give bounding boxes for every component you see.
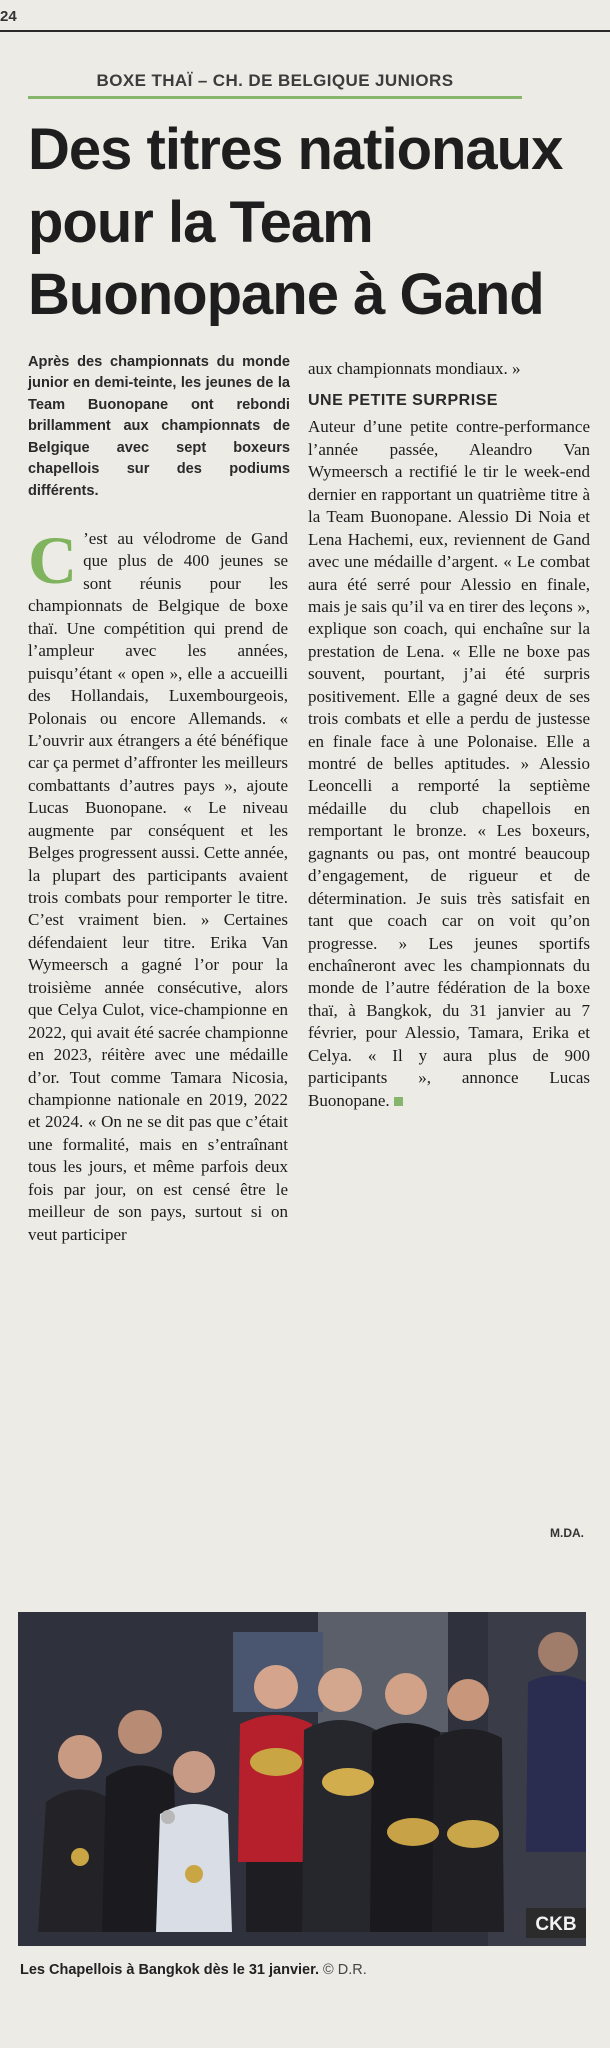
subheading: UNE PETITE SURPRISE bbox=[308, 392, 498, 410]
caption-text: Les Chapellois à Bangkok dès le 31 janvier. bbox=[20, 1962, 319, 1978]
photo-caption bbox=[20, 1962, 580, 1978]
column-left bbox=[28, 522, 288, 1588]
body-right-text: Auteur d’une petite contre-performance l’année passée, Aleandro Van Wymeersch a rectifié le tir le week-end dernier en rapportant un quatrième titre à la Team Buonopane. Alessio Di Noia et Lena Hachemi, eux, reviennent de Gand avec une médaille d’argent. « Le combat aura été serré pour Alessio en finale, mais je sais qu’il va en tirer des leçons », explique son coach, qui enchaîne sur la prestation de Lena. « Elle ne boxe pas souvent, pourtant, j’ai été surpris positivement. Elle a gagné deux de ses trois combats et elle a perdu de justesse en finale face à une Polonaise. Elle a montré de belles aptitudes. » Alessio Leoncelli a remporté la septième médaille du club chapellois en remportant le bronze. « Les boxeurs, gagnants ou pas, ont montré beaucoup d’engagement, de rigueur et de détermination. Je suis très satisfait en tant que coach car on voit qu’on progresse. » Les jeunes sportifs enchaîneront avec les championnats du monde de l’autre fédération de la boxe thaï, à Bangkok, du 31 janvier au 7 février, pour Alessio, Tamara, Erika et Celya. « Il y aura plus de 900 participants », annonce Lucas Buonopane. bbox=[308, 417, 590, 1110]
body-right-intro: aux championnats mondiaux. » bbox=[308, 359, 521, 378]
top-rule bbox=[0, 30, 610, 32]
venue-sign-text: CKB bbox=[535, 1914, 577, 1935]
end-mark-icon bbox=[394, 1097, 403, 1106]
kicker: BOXE THAÏ – CH. DE BELGIQUE JUNIORS bbox=[96, 71, 454, 90]
headline: Des titres nationaux pour la Team Buonopane à Gand bbox=[28, 117, 563, 327]
drop-cap: C bbox=[28, 522, 78, 598]
column-right bbox=[308, 358, 590, 1578]
byline: M.DA. bbox=[550, 1526, 584, 1540]
photo-credit: © D.R. bbox=[323, 1962, 367, 1978]
kicker-band bbox=[28, 68, 522, 99]
team-photo-illustration bbox=[18, 1612, 586, 1946]
page-number: 24 bbox=[0, 8, 17, 25]
body-left: ’est au vélodrome de Gand que plus de 400 jeunes se sont réunis pour les championnats de Belgique de boxe thaï. Une compétition qui prend de l’ampleur avec les années, puisqu’étant « open », elle a accueilli des Hollandais, Luxembourgeois, Polonais ou encore Allemands. « L’ouvrir aux étrangers a été bénéfique car ça permet d’affronter les meilleurs combattants d’autres pays », ajoute Lucas Buonopane. « Le niveau augmente par conséquent et les Belges progressent aussi. Cette année, la plupart des participants avaient trois combats pour remporter le titre. C’est vraiment bien. » Certaines défendaient leur titre. Erika Van Wymeersch a gagné l’or pour la troisième année consécutive, alors que Celya Culot, vice-championne en 2022, qui avait été sacrée championne en 2023, réitère avec une médaille d’or. Tout comme Tamara Nicosia, championne nationale en 2019, 2022 et 2024. « On ne se dit pas que c’était une formalité, mais en s’entraînant tous les jours, et même parfois deux fois par jour, on est censé être le meilleur de son pays, surtout si on veut participer bbox=[28, 529, 288, 1244]
lead-paragraph: Après des championnats du monde junior en demi-teinte, les jeunes de la Team Buonopane ont rebondi brillamment aux championnats de Belgique avec sept boxeurs chapellois sur des podiums différents. bbox=[28, 354, 290, 499]
team-photo bbox=[18, 1612, 586, 1946]
body-right bbox=[308, 416, 590, 1112]
